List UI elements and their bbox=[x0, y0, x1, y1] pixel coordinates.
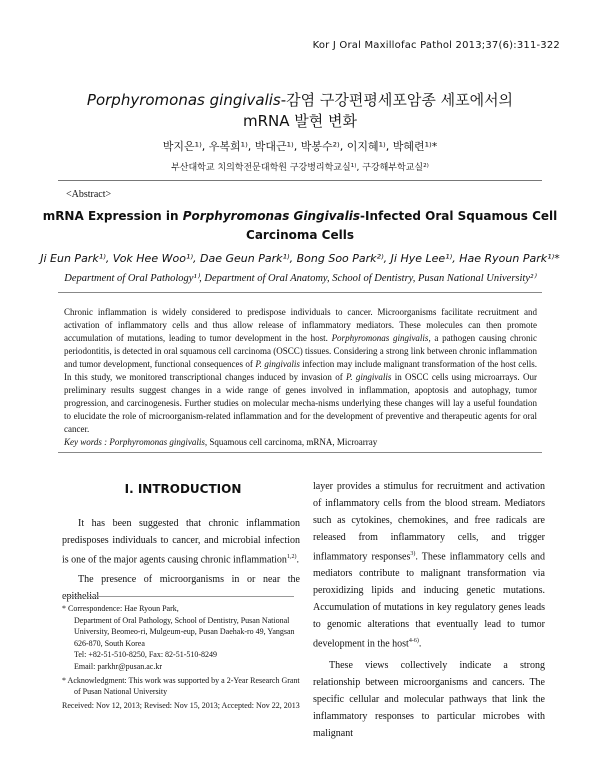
abstract-text: Chronic inflammation is widely considered to predispose individuals to cancer. Microorganisms facilitate recruitment and activation of inflammatory cells and thus allow release of inflammatory mediators. These molecules can then promote accumulation of mutations, leading to tumor development in the host. bbox=[64, 307, 537, 343]
received-dates: Received: Nov 12, 2013; Revised: Nov 15, 2013; Accepted: Nov 22, 2013 bbox=[62, 700, 300, 710]
abstract-text: in OSCC cells using microarrays. Our preliminary results suggest changes in a wide range of genes involved in inflammation, apoptosis and autophagy, tumor progression, and carcinogenesis. Further studies on molecular mecha-nisms underlying these changes will lay a useful foundation to elucidate the role of microorganism-related inflammation and for the development of preventive and therapeutic agents for oral cancer. bbox=[64, 372, 537, 434]
korean-authors: 박지은¹⁾, 우복희¹⁾, 박대근¹⁾, 박봉수²⁾, 이지혜¹⁾, 박혜련¹⁾* bbox=[162, 140, 438, 153]
text: It has been suggested that chronic inflammation predisposes individuals to cancer, and microbial infection is one of the major agents causing chronic inflammation bbox=[62, 518, 300, 566]
intro-left-column bbox=[62, 515, 300, 605]
acknowledgment: * Acknowledgment: This work was supported by a 2-Year Research Grant of Pusan National University bbox=[62, 675, 300, 697]
divider bbox=[58, 180, 542, 181]
paragraph: These views collectively indicate a strong relationship between microorganisms and cancers. The specific cellular and molecular pathways that link the inflammatory responses to particular microbes with malignant bbox=[313, 659, 545, 739]
korean-title-line1 bbox=[0, 89, 600, 110]
correspondence-label: * Correspondence: Hae Ryoun Park, bbox=[62, 604, 179, 613]
footnotes bbox=[62, 603, 302, 711]
footnote-divider bbox=[62, 596, 294, 597]
correspondence-address: Department of Oral Pathology, School of Dentistry, Pusan National University, Beomeo-ri, Mulgeum-eup, Pusan Daehak-ro 49, Yangsan 626-870, South Korea bbox=[74, 615, 295, 648]
korean-title-rest: -감염 구강편평세포암종 세포에서의 bbox=[280, 91, 514, 109]
keywords-rest: , Squamous cell carcinoma, mRNA, Microarray bbox=[204, 437, 378, 447]
english-title-line1 bbox=[0, 209, 600, 223]
keywords-label: Key words : bbox=[64, 437, 110, 447]
english-title-pre: mRNA Expression in bbox=[42, 209, 183, 223]
paragraph bbox=[62, 515, 300, 568]
correspondence-email: Email: parkhr@pusan.ac.kr bbox=[74, 661, 163, 671]
english-affiliation: Department of Oral Pathology¹⁾, Department of Oral Anatomy, School of Dentistry, Pusan National University²⁾ bbox=[64, 273, 536, 284]
korean-title-italic: Porphyromonas gingivalis bbox=[86, 91, 281, 109]
correspondence-phone: Tel: +82-51-510-8250, Fax: 82-51-510-8249 bbox=[74, 650, 218, 660]
text: . bbox=[418, 638, 422, 650]
korean-affiliation: 부산대학교 치의학전문대학원 구강병리학교실¹⁾, 구강해부학교실²⁾ bbox=[171, 163, 429, 173]
abstract-label: <Abstract> bbox=[66, 189, 112, 200]
keywords-italic: Porphyromonas gingivalis bbox=[109, 437, 205, 447]
abstract-italic: P. gingivalis bbox=[346, 372, 392, 382]
paragraph: The presence of microorganisms in or near the epithelial bbox=[62, 574, 300, 603]
text: layer provides a stimulus for recruitment and activation of inflammatory cells from the blood stream. Mediators such as cytokines, chemokines, and free radicals are released from inflammatory cells, and trigger inflammatory responses bbox=[313, 481, 545, 563]
english-title-line2: Carcinoma Cells bbox=[246, 228, 354, 242]
abstract-text: , a pathogen causing chronic periodontitis, is detected in oral squamous cell carcinoma (OSCC) tissues. Considering a strong link between chronic inflammation and tumor development, functional consequences of bbox=[64, 333, 537, 369]
section-heading: Ⅰ. INTRODUCTION bbox=[124, 482, 242, 496]
korean-title-line2: mRNA 발현 변화 bbox=[242, 112, 357, 130]
intro-right-column bbox=[313, 478, 545, 742]
paragraph bbox=[313, 478, 545, 653]
citation: 4-6) bbox=[408, 638, 419, 645]
english-title-italic: Porphyromonas Gingivalis bbox=[182, 209, 361, 223]
journal-header: Kor J Oral Maxillofac Pathol 2013;37(6):311-322 bbox=[312, 40, 560, 51]
abstract-italic: Porphyromonas gingivalis bbox=[331, 333, 429, 343]
divider bbox=[58, 452, 542, 453]
divider bbox=[58, 292, 542, 293]
text: . bbox=[296, 554, 299, 566]
text: . These inflammatory cells and mediators contribute to malignant transformation via peroxidizing lipids and inducing genetic mutations. Accumulation of mutations in key regulatory genes leads to genomic alterations that eventually lead to tumor development in the host bbox=[313, 551, 546, 650]
citation: 1,2) bbox=[286, 554, 297, 560]
english-authors: Ji Eun Park¹⁾, Vok Hee Woo¹⁾, Dae Geun Park¹⁾, Bong Soo Park²⁾, Ji Hye Lee¹⁾, Hae Ryoun Park¹⁾* bbox=[40, 252, 560, 265]
keywords bbox=[64, 437, 544, 447]
abstract-body bbox=[64, 306, 537, 436]
citation: 3) bbox=[410, 551, 416, 557]
abstract-italic: P. gingivalis bbox=[255, 359, 300, 369]
english-title-post: -Infected Oral Squamous Cell bbox=[360, 209, 558, 223]
abstract-text: infection may include malignant transformation of the host cells. In this study, we monitored transcriptional changes induced by invasion of bbox=[64, 359, 537, 382]
